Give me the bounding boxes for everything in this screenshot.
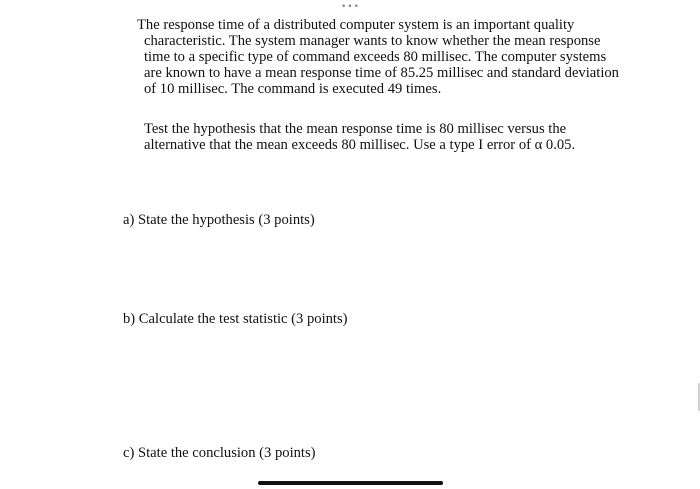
task-line: Test the hypothesis that the mean response time is 80 millisec versus the (144, 121, 567, 137)
problem-line: characteristic. The system manager wants to know whether the mean response (144, 33, 601, 49)
problem-line: of 10 millisec. The command is executed 49 times. (144, 81, 442, 97)
home-indicator[interactable] (258, 481, 443, 485)
problem-line: are known to have a mean response time of 85.25 millisec and standard deviation (144, 65, 619, 81)
problem-line: The response time of a distributed computer system is an important quality (137, 17, 575, 33)
question-a: a) State the hypothesis (3 points) (123, 212, 315, 228)
question-b: b) Calculate the test statistic (3 points) (123, 311, 348, 327)
problem-statement (137, 17, 619, 97)
more-options-icon[interactable]: ••• (341, 2, 360, 12)
problem-line: time to a specific type of command exceeds 80 millisec. The computer systems (144, 49, 607, 65)
hypothesis-task (144, 121, 575, 153)
question-c: c) State the conclusion (3 points) (123, 445, 316, 461)
task-line: alternative that the mean exceeds 80 millisec. Use a type I error of α 0.05. (144, 137, 576, 153)
